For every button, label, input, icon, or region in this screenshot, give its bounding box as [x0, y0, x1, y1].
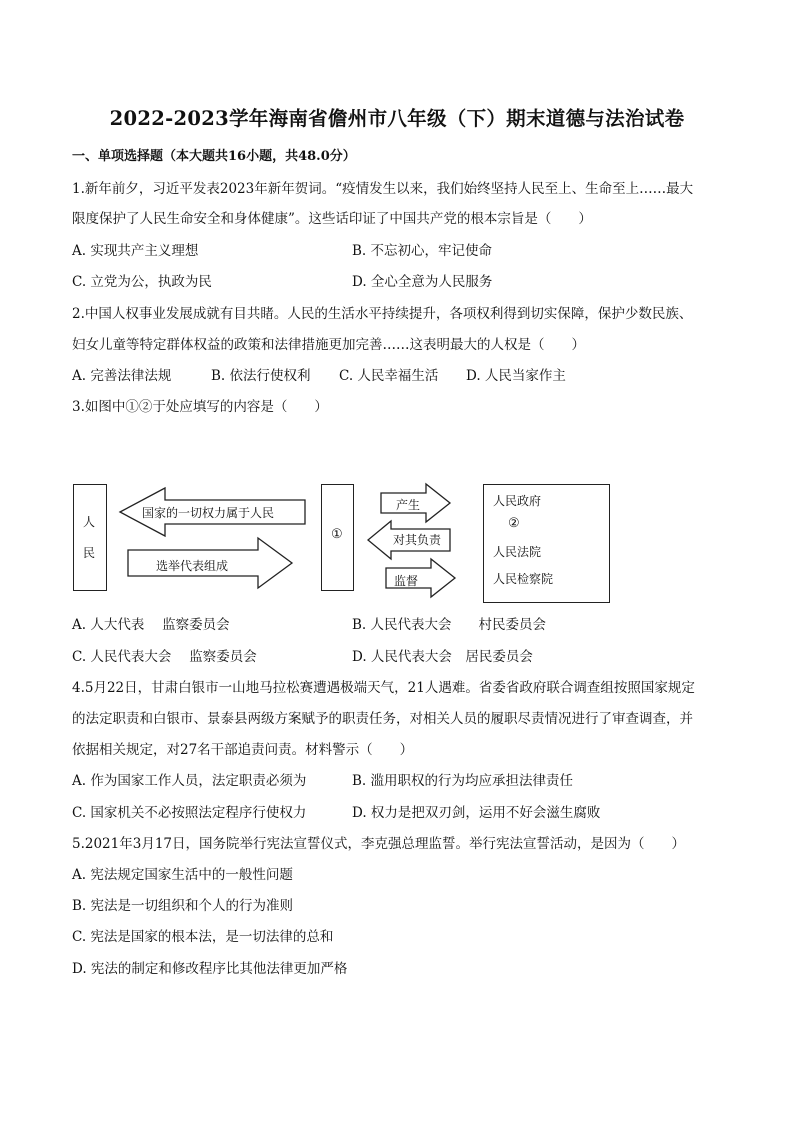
q1-option-b: B. 不忘初心，牢记使命: [352, 243, 493, 259]
q4-stem-line-2: 的法定职责和白银市、景泰县两级方案赋予的职责任务，对相关人员的履职尽责情况进行了审查调查，并: [72, 711, 693, 727]
q1-option-d: D. 全心全意为人民服务: [352, 274, 493, 290]
q4-stem-line-1: 4.5月22日，甘肃白银市一山地马拉松赛遭遇极端天气，21人遇难。省委省政府联合调查组按照国家规定: [72, 680, 695, 696]
q5-option-c: C. 宪法是国家的根本法，是一切法律的总和: [72, 929, 334, 945]
section-heading: 一、单项选择题（本大题共16小题，共48.0分）: [72, 149, 356, 164]
q2-option-d: D. 人民当家作主: [466, 368, 566, 384]
arrow-label-elect: 选举代表组成: [156, 559, 229, 573]
page-title: 2022-2023学年海南省儋州市八年级（下）期末道德与法治试卷: [109, 107, 685, 130]
q2-option-b: B. 依法行使权利: [211, 368, 311, 384]
q2-stem-line-1: 2.中国人权事业发展成就有目共睹。人民的生活水平持续提升，各项权利得到切实保障，保护少数民族、: [72, 306, 693, 322]
q2-option-c: C. 人民幸福生活: [339, 368, 439, 384]
q4-option-a: A. 作为国家工作人员，法定职责必须为: [72, 773, 307, 789]
q3-option-c: C. 人民代表大会 监察委员会: [72, 649, 257, 665]
q4-option-b: B. 滥用职权的行为均应承担法律责任: [352, 773, 574, 789]
diagram-people-char-1: 人: [83, 515, 96, 529]
q3-option-d: D. 人民代表大会 居民委员会: [352, 649, 533, 665]
diagram-people-char-2: 民: [83, 546, 96, 560]
q4-stem-line-3: 依据相关规定，对27名干部追责问责。材料警示（ ）: [72, 742, 414, 758]
q5-option-a: A. 宪法规定国家生活中的一般性问题: [72, 867, 293, 883]
q5-option-d: D. 宪法的制定和修改程序比其他法律更加严格: [72, 961, 348, 977]
q1-option-a: A. 实现共产主义理想: [72, 243, 199, 259]
q2-stem-line-2: 妇女儿童等特定群体权益的政策和法律措施更加完善……这表明最大的人权是（ ）: [72, 337, 585, 353]
diagram-congress-box: [321, 484, 354, 591]
diagram-organ-procuratorate: 人民检察院: [493, 572, 554, 586]
arrow-label-supervise: 监督: [394, 574, 419, 588]
q3-option-b: B. 人民代表大会 村民委员会: [352, 617, 547, 633]
q1-option-c: C. 立党为公，执政为民: [72, 274, 212, 290]
diagram-blank-1: ①: [331, 527, 343, 542]
diagram-people-box: [73, 484, 107, 591]
q2-option-a: A. 完善法律法规: [72, 368, 172, 384]
diagram-organs-box: [483, 484, 610, 603]
q1-stem-line-1: 1.新年前夕，习近平发表2023年新年贺词。“疫情发生以来，我们始终坚持人民至上、生命至上……最大: [72, 181, 694, 197]
arrow-label-responsible: 对其负责: [393, 533, 442, 547]
arrow-label-power: 国家的一切权力属于人民: [142, 506, 275, 520]
q5-option-b: B. 宪法是一切组织和个人的行为准则: [72, 898, 294, 914]
diagram-blank-2: ②: [508, 516, 520, 531]
arrow-label-produce: 产生: [396, 498, 421, 512]
q3-option-a: A. 人大代表 监察委员会: [72, 617, 230, 633]
diagram-organ-court: 人民法院: [493, 545, 542, 559]
q4-option-d: D. 权力是把双刃剑，运用不好会滋生腐败: [352, 805, 601, 821]
q4-option-c: C. 国家机关不必按照法定程序行使权力: [72, 805, 307, 821]
diagram-organ-government: 人民政府: [493, 494, 542, 508]
q1-stem-line-2: 限度保护了人民生命安全和身体健康”。这些话印证了中国共产党的根本宗旨是（ ）: [72, 211, 592, 227]
q5-stem: 5.2021年3月17日，国务院举行宪法宣誓仪式，李克强总理监誓。举行宪法宣誓活动，是因为（ ）: [72, 836, 686, 852]
q3-stem: 3.如图中①②于处应填写的内容是（ ）: [72, 399, 328, 415]
